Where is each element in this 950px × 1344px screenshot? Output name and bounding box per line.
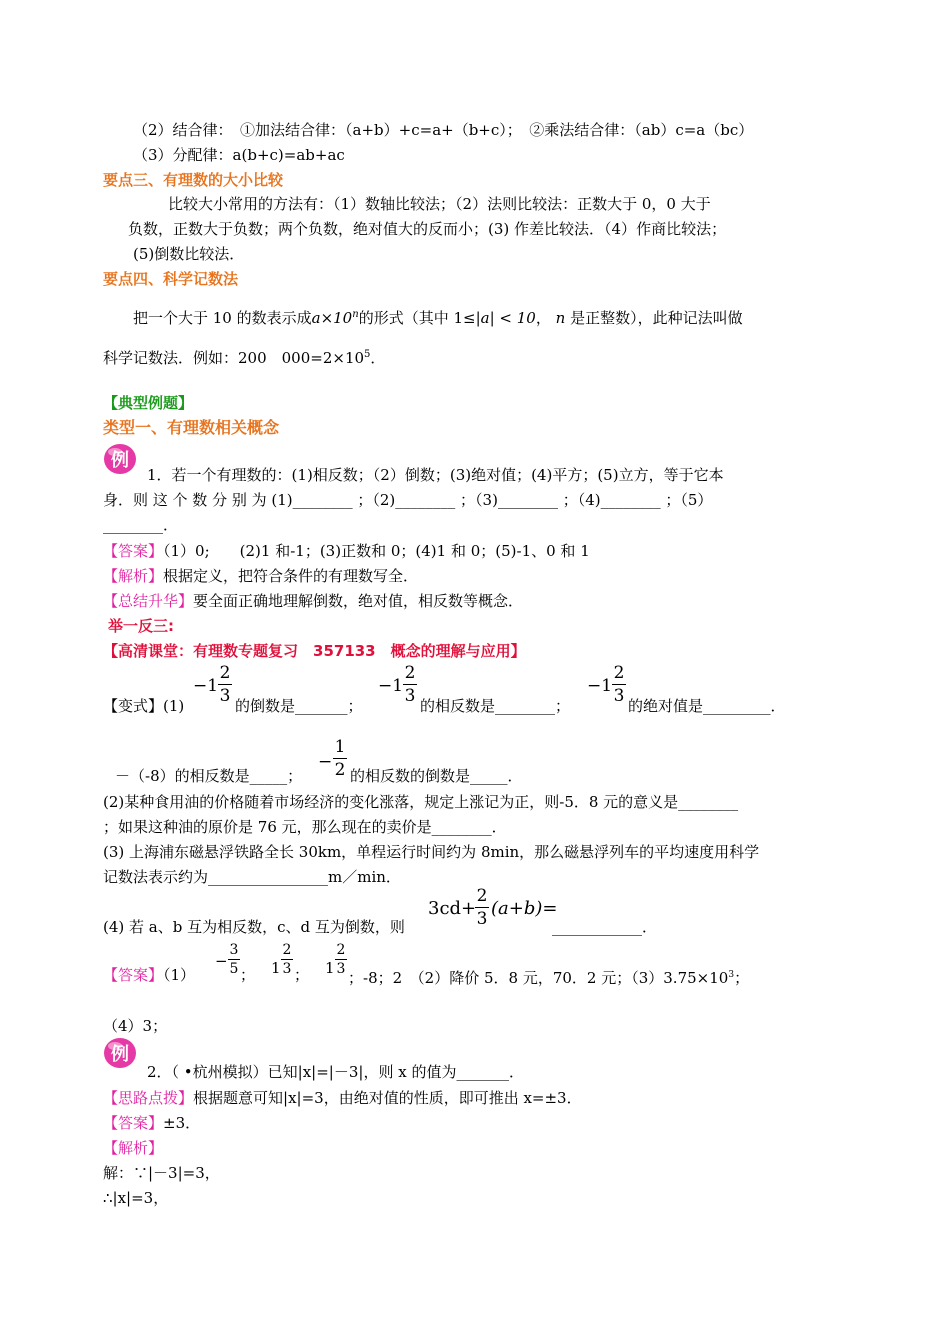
variant-answer-b bbox=[348, 965, 749, 988]
variant-p3b: 记数法表示约为________________m／min． bbox=[103, 868, 401, 886]
frac-den: 3 bbox=[613, 686, 625, 706]
variant-p2b: ；如果这种油的原价是 76 元，那么现在的卖价是________． bbox=[103, 818, 507, 836]
frac-den: 3 bbox=[476, 909, 488, 929]
point3-line2: 负数，正数大于负数；两个负数，绝对值大的反而小；(3) 作差比较法．（4）作商比较法； bbox=[128, 220, 727, 238]
ans-f3-whole: 1 bbox=[325, 959, 335, 977]
frac-den: 5 bbox=[229, 961, 239, 977]
variant-answer-c: （4）3； bbox=[103, 1017, 168, 1035]
point4-text-a: 把一个大于 10 的数表示成 bbox=[133, 309, 312, 327]
variant-p2a: (2)某种食用油的价格随着市场经济的变化涨落，规定上涨记为正，则-5．8 元的意义是________ bbox=[103, 793, 739, 811]
ans-frac-1 bbox=[228, 942, 240, 977]
ans-f1-sign: − bbox=[215, 952, 228, 970]
frac-num: 2 bbox=[219, 663, 231, 683]
variant-p4a: (4) 若 a、b 互为相反数，c、d 互为倒数，则 bbox=[103, 918, 405, 936]
jyfs-heading: 举一反三: bbox=[108, 617, 174, 635]
sci-example-base: 2×10 bbox=[322, 349, 365, 367]
frac-den: 3 bbox=[219, 686, 231, 706]
hd-classroom-heading: 【高清课堂：有理数专题复习 357133 概念的理解与应用】 bbox=[103, 642, 526, 660]
variant-line2a: －（-8）的相反数是_____； bbox=[115, 767, 303, 785]
answer-label: 【答案】 bbox=[103, 542, 164, 560]
answer-text: ±3． bbox=[163, 1114, 201, 1132]
mixed-whole-2: −1 bbox=[378, 676, 404, 696]
mixed-frac-1 bbox=[218, 663, 232, 706]
analysis-label: 【解析】 bbox=[103, 1139, 164, 1157]
frac-num: 2 bbox=[476, 886, 488, 906]
ex2-hint bbox=[103, 1088, 582, 1108]
semi-1: ； bbox=[240, 966, 256, 984]
dist-law: （3）分配律：a(b+c)=ab+ac bbox=[133, 146, 345, 164]
frac-num: 2 bbox=[404, 663, 416, 683]
assoc-law: （2）结合律： ①加法结合律：（a+b）+c=a+（b+c）； ②乘法结合律：（ab）c=a（bc） bbox=[133, 121, 754, 139]
hint-label: 【思路点拨】 bbox=[103, 1089, 194, 1107]
sci-form-exp: n bbox=[352, 309, 359, 320]
ex1-analysis bbox=[103, 566, 418, 586]
point3-line3: (5)倒数比较法． bbox=[133, 245, 245, 263]
badge-label: 例 bbox=[111, 1044, 129, 1065]
abs-range-expr: |a| < 10 bbox=[475, 309, 536, 327]
point4-text-c: ， bbox=[535, 309, 551, 327]
frac-num: 2 bbox=[282, 942, 292, 958]
p4-expr-b: (a+b)= bbox=[491, 898, 558, 919]
example-badge-icon bbox=[103, 442, 139, 476]
variant-answer-b-end: ； bbox=[734, 969, 750, 987]
semi-2: ； bbox=[294, 966, 310, 984]
point4-text-e: 科学记数法．例如：200 000= bbox=[103, 349, 323, 367]
half-frac bbox=[333, 737, 347, 780]
variant-answer-a: （1） bbox=[163, 966, 196, 984]
badge-label: 例 bbox=[111, 450, 129, 471]
point4-line1 bbox=[133, 305, 743, 328]
mixed-frac-2 bbox=[403, 663, 417, 706]
variant-t1: 的倒数是_______； bbox=[235, 697, 363, 715]
ex1-summary bbox=[103, 591, 523, 611]
variant-p3a: (3) 上海浦东磁悬浮铁路全长 30km，单程运行时间约为 8min，那么磁悬浮列车的平均速度用科学 bbox=[103, 843, 760, 861]
variant-t3: 的绝对值是_________． bbox=[628, 697, 786, 715]
type1-heading: 类型一、有理数相关概念 bbox=[103, 418, 280, 437]
point3-line1: 比较大小常用的方法有：（1）数轴比较法；（2）法则比较法：正数大于 0，0 大于 bbox=[168, 195, 711, 213]
ex2-answer bbox=[103, 1113, 200, 1133]
frac-den: 3 bbox=[404, 686, 416, 706]
frac-num: 3 bbox=[229, 942, 239, 958]
point4-text-b: 的形式（其中 1≤ bbox=[358, 309, 476, 327]
ex2-solution-line1: 解：∵|－3|=3， bbox=[103, 1164, 220, 1182]
p4-frac bbox=[475, 886, 489, 929]
mixed-whole-3: −1 bbox=[587, 676, 613, 696]
ans-f2-whole: 1 bbox=[271, 959, 281, 977]
summary-text: 要全面正确地理解倒数，绝对值，相反数等概念． bbox=[193, 592, 524, 610]
ans-frac-2 bbox=[281, 942, 293, 977]
example-badge-icon bbox=[103, 1036, 139, 1070]
hint-text: 根据题意可知|x|=3，由绝对值的性质，即可推出 x=±3． bbox=[193, 1089, 582, 1107]
variant-p4b: ____________． bbox=[552, 918, 658, 936]
half-sign: − bbox=[318, 752, 333, 772]
examples-heading: 【典型例题】 bbox=[103, 394, 194, 412]
answer-label: 【答案】 bbox=[103, 966, 164, 984]
p4-expr-a: 3cd+ bbox=[428, 898, 477, 919]
variant-t2: 的相反数是________； bbox=[420, 697, 571, 715]
ex1-question-line3: ________． bbox=[103, 516, 179, 534]
mixed-frac-3 bbox=[612, 663, 626, 706]
variant-line2b: 的相反数的倒数是_____． bbox=[350, 767, 523, 785]
sci-form-expr bbox=[312, 309, 359, 327]
ex2-analysis-label bbox=[103, 1138, 163, 1158]
variant-answer-b-sup: 3 bbox=[728, 970, 735, 980]
analysis-label: 【解析】 bbox=[103, 567, 164, 585]
ans-frac-3 bbox=[335, 942, 347, 977]
variant-answer-b-text: ；-8；2 （2）降价 5．8 元，70．2 元；（3）3.75×10 bbox=[348, 969, 729, 987]
frac-den: 3 bbox=[336, 961, 346, 977]
ex1-question-line1: 1．若一个有理数的：(1)相反数；（2）倒数；(3)绝对值；(4)平方；(5)立方，等于它本 bbox=[147, 466, 724, 484]
answer-label: 【答案】 bbox=[103, 1114, 164, 1132]
variant-answer bbox=[103, 965, 195, 985]
sci-form-base: a×10 bbox=[311, 309, 353, 327]
answer-text: （1）0; (2)1 和-1；(3)正数和 0；(4)1 和 0；(5)-1、0 和 1 bbox=[163, 542, 590, 560]
frac-num: 1 bbox=[334, 737, 346, 757]
frac-den: 2 bbox=[334, 760, 346, 780]
ex1-answer bbox=[103, 541, 590, 561]
point4-line2 bbox=[103, 345, 385, 368]
frac-num: 2 bbox=[613, 663, 625, 683]
ex1-question-line2: 身．则 这 个 数 分 别 为 (1)________ ；（2)________ ；（3)________ ；（4)________ ；（5） bbox=[103, 491, 713, 509]
point4-text-d: 是正整数），此种记法叫做 bbox=[570, 309, 743, 327]
sci-example-exp: 5 bbox=[364, 349, 371, 360]
point4-text-f: ． bbox=[370, 349, 386, 367]
frac-den: 3 bbox=[282, 961, 292, 977]
point3-heading: 要点三、有理数的大小比较 bbox=[103, 171, 284, 189]
ex2-question: 2．（ •杭州模拟）已知|x|=|－3|，则 x 的值为_______． bbox=[147, 1063, 524, 1081]
variant-label: 【变式】(1) bbox=[103, 697, 185, 715]
summary-label: 【总结升华】 bbox=[103, 592, 194, 610]
n-var: n bbox=[555, 309, 566, 327]
ex2-solution-line2: ∴|x|=3， bbox=[103, 1189, 169, 1207]
point4-heading: 要点四、科学记数法 bbox=[103, 270, 239, 288]
sci-example-expr bbox=[323, 349, 371, 367]
frac-num: 2 bbox=[336, 942, 346, 958]
analysis-text: 根据定义，把符合条件的有理数写全． bbox=[163, 567, 419, 585]
mixed-whole-1: −1 bbox=[193, 676, 219, 696]
